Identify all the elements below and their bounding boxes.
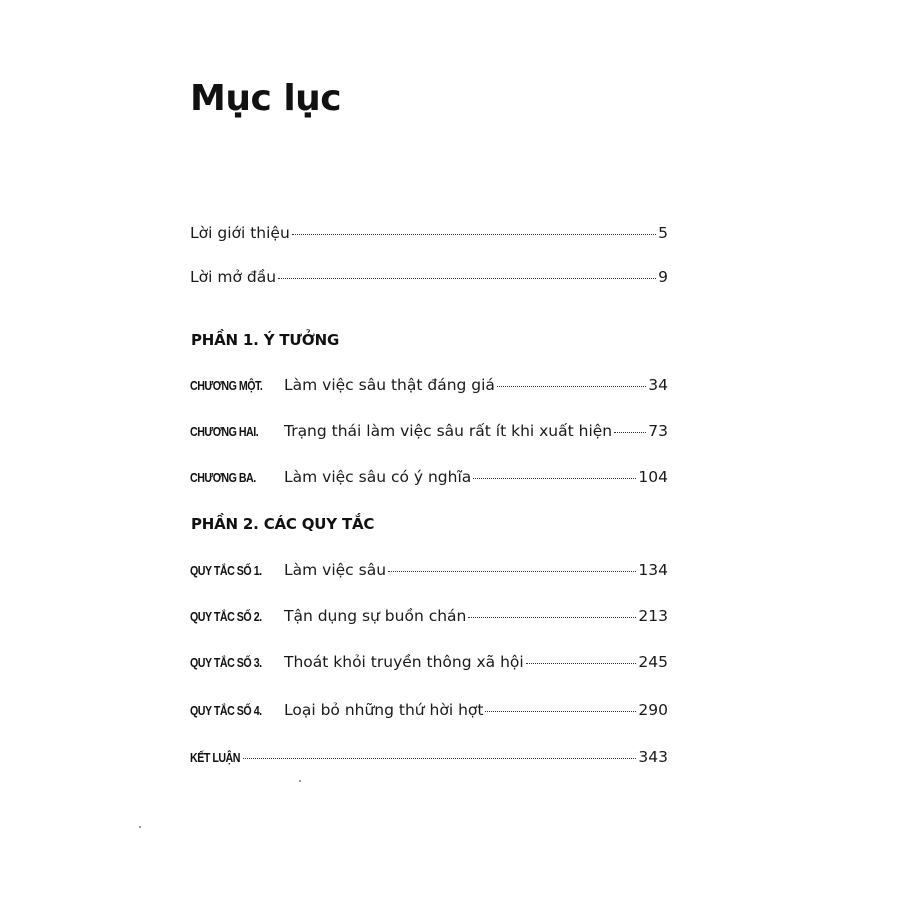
chapter-label-slot (190, 468, 284, 486)
chapter-label: CHƯƠNG MỘT. (190, 378, 263, 393)
dot-leader (526, 663, 637, 664)
dot-leader (468, 617, 636, 618)
toc-page-number: 5 (658, 224, 668, 242)
chapter-label-slot (190, 376, 284, 394)
dot-leader (388, 571, 636, 572)
toc-entry-preface[interactable] (190, 268, 668, 286)
toc-entry-chapter-2[interactable] (190, 422, 668, 440)
toc-entry-text: Tận dụng sự buồn chán (284, 607, 467, 625)
toc-entry-chapter-3[interactable] (190, 468, 668, 486)
scan-speck (299, 780, 301, 782)
toc-page-number: 73 (648, 422, 668, 440)
chapter-label-slot (190, 422, 284, 440)
rule-label: QUY TẮC SỐ 1. (190, 563, 262, 578)
toc-entry-rule-3[interactable] (190, 653, 668, 671)
rule-label-slot (190, 607, 284, 625)
toc-entry-text: Làm việc sâu có ý nghĩa (284, 468, 472, 486)
toc-page-number: 104 (638, 468, 668, 486)
rule-label: QUY TẮC SỐ 4. (190, 703, 262, 718)
dot-leader (278, 278, 656, 279)
chapter-label: CHƯƠNG HAI. (190, 424, 259, 439)
part-heading-2: PHẦN 2. CÁC QUY TẮC (191, 515, 375, 533)
toc-entry-rule-1[interactable] (190, 561, 668, 579)
toc-entry-rule-2[interactable] (190, 607, 668, 625)
toc-entry-conclusion[interactable] (190, 748, 668, 766)
toc-entry-text: Lời mở đầu (190, 268, 277, 286)
part-heading-1: PHẦN 1. Ý TƯỞNG (191, 331, 340, 349)
toc-page-number: 290 (638, 701, 668, 719)
rule-label-slot (190, 701, 284, 719)
scan-speck (139, 826, 141, 828)
toc-entry-text: Trạng thái làm việc sâu rất ít khi xuất hiện (284, 422, 613, 440)
toc-page-number: 245 (638, 653, 668, 671)
dot-leader (473, 478, 636, 479)
rule-label: QUY TẮC SỐ 3. (190, 655, 262, 670)
dot-leader (243, 758, 636, 759)
rule-label-slot (190, 561, 284, 579)
toc-page-number: 134 (638, 561, 668, 579)
toc-entry-text: Làm việc sâu thật đáng giá (284, 376, 495, 394)
toc-page-number: 34 (648, 376, 668, 394)
toc-entry-rule-4[interactable] (190, 701, 668, 719)
dot-leader (292, 234, 656, 235)
dot-leader (485, 711, 636, 712)
toc-entry-text: Làm việc sâu (284, 561, 387, 579)
toc-entry-text: Loại bỏ những thứ hời hợt (284, 701, 484, 719)
page-title: Mục lục (190, 78, 342, 119)
toc-entry-intro[interactable] (190, 224, 668, 242)
toc-entry-text: Thoát khỏi truyền thông xã hội (284, 653, 524, 671)
toc-page-number: 343 (638, 748, 668, 766)
conclusion-label: KẾT LUẬN (190, 750, 240, 765)
dot-leader (614, 432, 646, 433)
chapter-label: CHƯƠNG BA. (190, 470, 256, 485)
toc-entry-text: Lời giới thiệu (190, 224, 290, 242)
toc-entry-chapter-1[interactable] (190, 376, 668, 394)
dot-leader (497, 386, 646, 387)
rule-label: QUY TẮC SỐ 2. (190, 609, 262, 624)
rule-label-slot (190, 653, 284, 671)
toc-page-number: 213 (638, 607, 668, 625)
toc-page-number: 9 (658, 268, 668, 286)
